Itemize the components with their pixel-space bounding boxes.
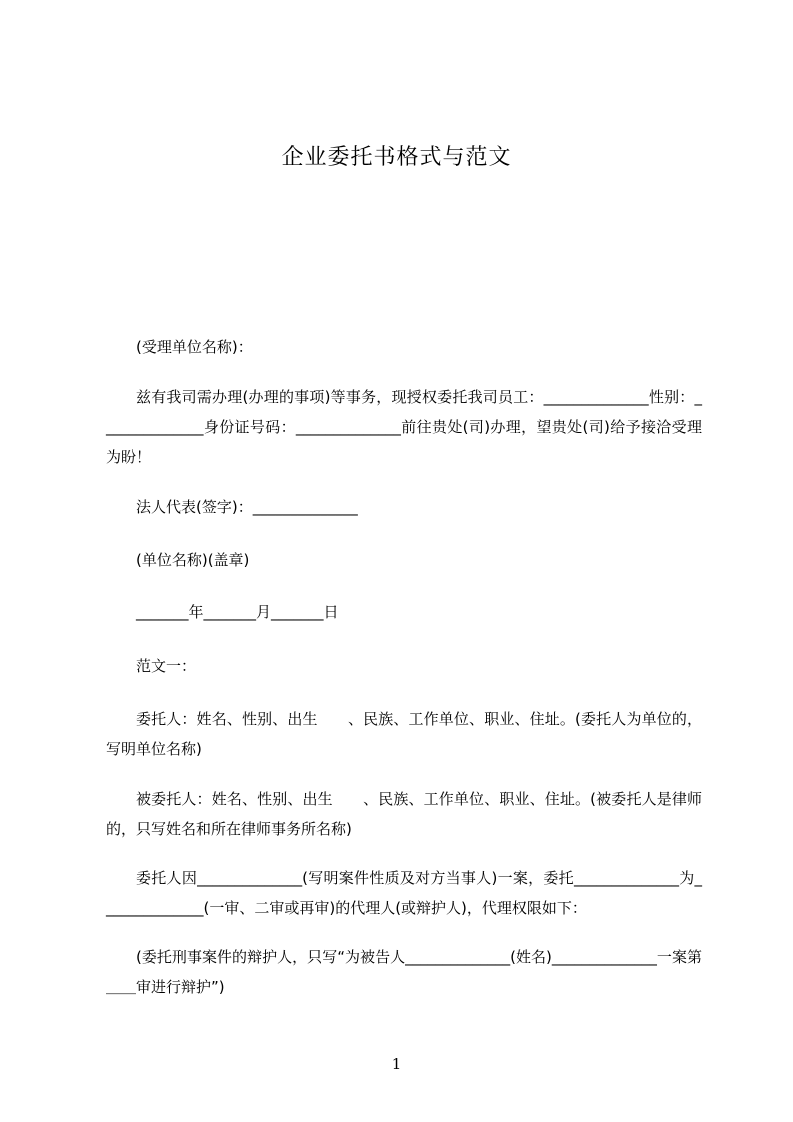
paragraph-recipient: (受理单位名称)：: [136, 338, 253, 356]
paragraph-principal: 委托人：姓名、性别、出生 、民族、工作单位、职业、住址。(委托人为单位的，写明单位名称): [106, 710, 702, 758]
paragraph-case-authority: 委托人因______________(写明案件性质及对方当事人)一案，委托______________为______________(一审、二审或再审)的代理人(或辩护人)，代理权限如下：: [106, 869, 702, 917]
paragraph-date: _______年_______月_______日: [136, 603, 339, 621]
paragraph-sample-heading: 范文一：: [136, 657, 197, 675]
paragraph-legal-representative: 法人代表(签字)：______________: [136, 498, 358, 516]
paragraph-company-seal: (单位名称)(盖章): [136, 551, 250, 569]
paragraph-agent: 被委托人：姓名、性别、出生 、民族、工作单位、职业、住址。(被委托人是律师的，只写姓名和所在律师事务所名称): [106, 790, 702, 838]
paragraph-authorization: 兹有我司需办理(办理的事项)等事务，现授权委托我司员工：______________性别：______________身份证号码：______________前往贵处(司)办理，望贵处(司)给予接洽受理为盼！: [106, 388, 702, 466]
page-number: 1: [391, 1055, 402, 1073]
document-title: 企业委托书格式与范文: [281, 145, 512, 170]
paragraph-criminal-defense: (委托刑事案件的辩护人，只写“为被告人______________(姓名)______________一案第＿＿审进行辩护”): [106, 948, 702, 996]
